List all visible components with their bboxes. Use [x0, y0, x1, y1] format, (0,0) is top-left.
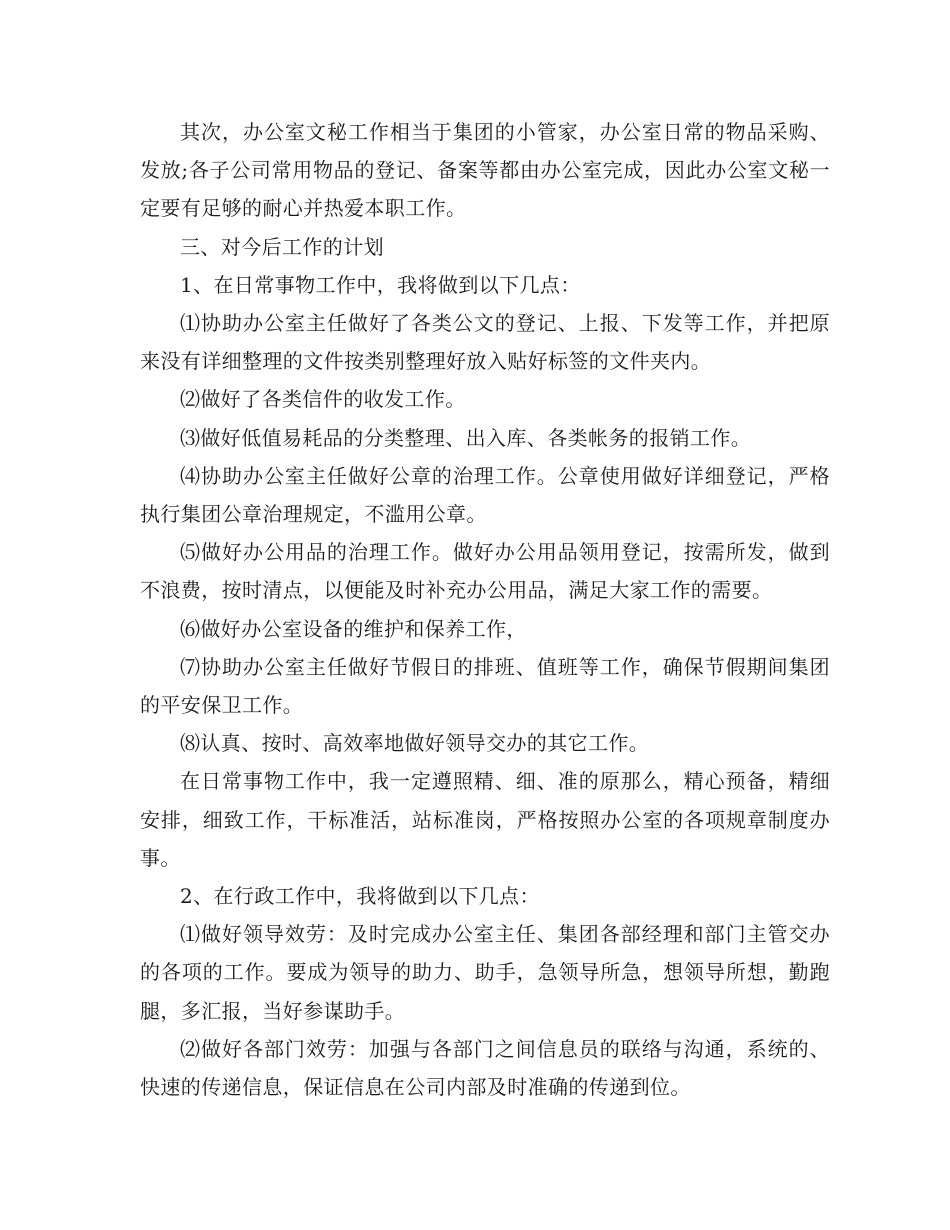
admin-list-item-1: ⑴做好领导效劳：及时完成办公室主任、集团各部经理和部门主管交办的各项的工作。要成为领导的助力、助手，急领导所急，想领导所想，勤跑腿，多汇报，当好参谋助手。 — [140, 922, 830, 1023]
list-item-4: ⑷协助办公室主任做好公章的治理工作。公章使用做好详细登记，严格执行集团公章治理规定，不滥用公章。 — [140, 463, 830, 527]
list-item-8: ⑻认真、按时、高效率地做好领导交办的其它工作。 — [180, 731, 650, 756]
document-page — [140, 113, 830, 1106]
list-item-6: ⑹做好办公室设备的维护和保养工作， — [180, 616, 527, 641]
list-item-2: ⑵做好了各类信件的收发工作。 — [180, 387, 466, 412]
list-item-7: ⑺协助办公室主任做好节假日的排班、值班等工作，确保节假期间集团的平安保卫工作。 — [140, 654, 830, 718]
subheading-daily-affairs: 1、在日常事物工作中，我将做到以下几点： — [180, 272, 581, 297]
list-item-3: ⑶做好低值易耗品的分类整理、出入库、各类帐务的报销工作。 — [180, 425, 752, 450]
list-item-1: ⑴协助办公室主任做好了各类公文的登记、上报、下发等工作，并把原来没有详细整理的文件按类别整理好放入贴好标签的文件夹内。 — [140, 311, 830, 374]
subheading-administrative-work: 2、在行政工作中，我将做到以下几点： — [180, 884, 540, 909]
admin-list-item-2: ⑵做好各部门效劳：加强与各部门之间信息员的联络与沟通，系统的、快速的传递信息，保证信息在公司内部及时准确的传递到位。 — [140, 1036, 830, 1100]
paragraph-daily-summary: 在日常事物工作中，我一定遵照精、细、准的原那么，精心预备，精细安排，细致工作，干标准活，站标准岗，严格按照办公室的各项规章制度办事。 — [140, 769, 830, 870]
section-heading-future-plan: 三、对今后工作的计划 — [180, 234, 384, 259]
list-item-5: ⑸做好办公用品的治理工作。做好办公用品领用登记，按需所发，做到不浪费，按时清点，以便能及时补充办公用品，满足大家工作的需要。 — [140, 540, 830, 603]
paragraph-intro-secondly: 其次，办公室文秘工作相当于集团的小管家，办公室日常的物品采购、发放;各子公司常用物品的登记、备案等都由办公室完成，因此办公室文秘一定要有足够的耐心并热爱本职工作。 — [140, 120, 830, 221]
